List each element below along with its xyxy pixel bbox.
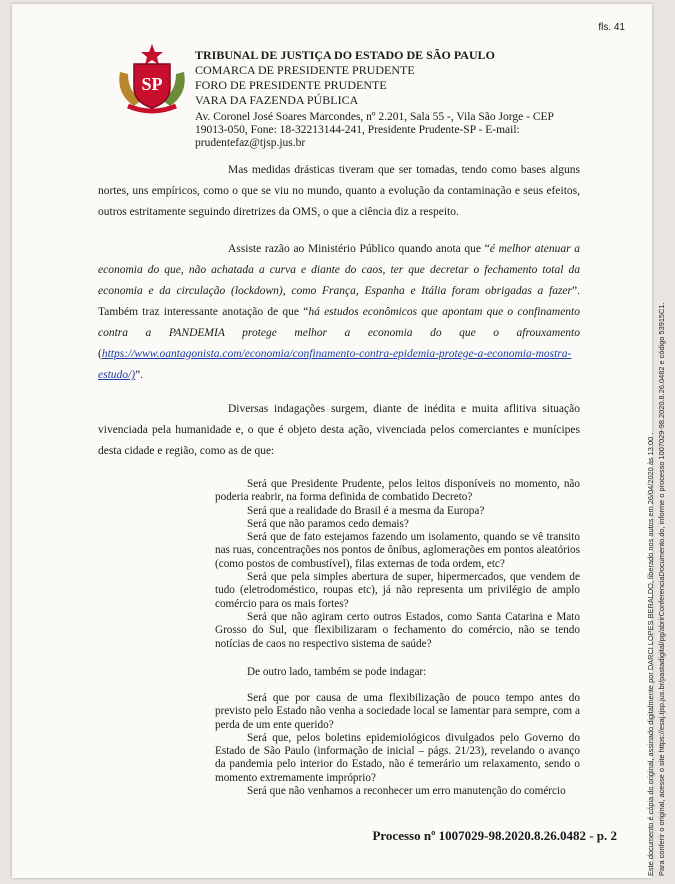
other-side-intro bbox=[215, 666, 580, 679]
other-side-text: De outro lado, também se pode indagar: bbox=[247, 666, 427, 678]
question-item: Será que pela simples abertura de super, hipermercados, que vendem de tudo (eletrodoméstico, roupas etc), já não representa um privilégio de amplo comércio para os mais fortes? bbox=[215, 571, 580, 610]
question-item: Será que por causa de uma flexibilização de pouco tempo antes do previsto pelo Estado não venha a sociedade local se lamentar para sempre, com a perda de um ente querido? bbox=[215, 692, 580, 731]
foro: FORO DE PRESIDENTE PRUDENTE bbox=[195, 78, 387, 92]
question-item: Será que a realidade do Brasil é a mesma da Europa? bbox=[247, 504, 485, 517]
para2-text-e: ( bbox=[98, 348, 102, 360]
question-item: Será que Presidente Prudente, pelos leitos disponíveis no momento, não poderia reabrir, na forma definida de combatido Decreto? bbox=[215, 478, 580, 504]
signature-note-line-2: Para conferir o original, acesse o site https://esaj.tjsp.jus.br/pastadigital/pg/abrirConferenciaDocumento.do, informe o processo 1007029-98.2020.8.26.0482 e código 53915C1. bbox=[657, 302, 666, 876]
comarca: COMARCA DE PRESIDENTE PRUDENTE bbox=[195, 63, 415, 77]
para2-text-f: ”. bbox=[135, 369, 144, 381]
questions-block-1 bbox=[215, 478, 580, 651]
para2-quote-1: é melhor atenuar a economia do que, não achatada a curva e diante do caos, ter que decretar o fechamento total da economia e da circulação (lockdown), como França, Espanha e Itália foram obrigadas a fazer bbox=[98, 243, 580, 297]
signature-note-line-1: Este documento é cópia do original, assinado digitalmente por DARCI LOPES BERALDO, liberado nos autos em 26/04/2020 às 13:00 . bbox=[646, 432, 655, 876]
address-line-1: Av. Coronel José Soares Marcondes, nº 2.201, Sala 55 -, Vila São Jorge - CEP bbox=[195, 111, 554, 123]
address-email: prudentefaz@tjsp.jus.br bbox=[195, 137, 306, 149]
court-header bbox=[195, 48, 554, 150]
emblem-text: SP bbox=[141, 74, 163, 94]
process-footer: Processo nº 1007029-98.2020.8.26.0482 - p. 2 bbox=[372, 828, 617, 843]
question-item: Será que, pelos boletins epidemiológicos divulgados pelo Governo do Estado de São Paulo (informação de inicial – págs. 21/23), revelando o avanço da pandemia pelo interior do Estado, não é temerário um relaxamento, sendo o momento extremamente impróprio? bbox=[215, 731, 580, 784]
oantagonista-link[interactable]: https://www.oantagonista.com/economia/confinamento-contra-epidemia-protege-a-economia-mostra-estudo/) bbox=[98, 348, 572, 381]
question-item: Será que não paramos cedo demais? bbox=[247, 517, 409, 530]
paragraph-1: Mas medidas drásticas tiveram que ser tomadas, tendo como bases alguns nortes, uns empíricos, como o que se viu no mundo, quanto a evolução da contaminação e seus efeitos, outros estritamente seguindo diretrizes da OMS, o que a ciência diz a respeito. bbox=[98, 164, 580, 218]
question-item: Será que de fato estejamos fazendo um isolamento, quando se vê transito nas ruas, concentrações nos pontos de ônibus, aglomerações em pontos aleatórios (como postos de combustível), filas externas de toda ordem, etc? bbox=[215, 531, 580, 570]
address-line-2: 19013-050, Fone: 18-32213144-241, Presidente Prudente-SP - E-mail: bbox=[195, 124, 520, 136]
questions-block-2 bbox=[215, 692, 580, 798]
question-item: Será que não agiram certo outros Estados, como Santa Catarina e Mato Grosso do Sul, que flexibilizaram o fechamento do comércio, não se tendo notícias de caos no respectivo sistema de saúde? bbox=[215, 610, 580, 650]
folio-number: fls. 41 bbox=[598, 22, 625, 33]
question-item: Será que não venhamos a reconhecer um erro manutenção do comércio bbox=[247, 785, 566, 798]
court-address bbox=[195, 111, 554, 150]
para2-quote-2: há estudos econômicos que apontam que o confinamento contra a PANDEMIA protege melhor a economia do que o afrouxamento bbox=[98, 306, 580, 339]
vara: VARA DA FAZENDA PÚBLICA bbox=[195, 93, 359, 107]
digital-signature-note bbox=[645, 302, 667, 876]
para2-text-c: ”. Também traz interessante anotação de que “ bbox=[98, 285, 580, 318]
para2-text-a: Assiste razão ao Ministério Público quando anota que “ bbox=[228, 243, 490, 255]
paragraph-3: Diversas indagações surgem, diante de inédita e muita aflitiva situação vivenciada pela humanidade e, o que é objeto desta ação, vivenciada pelos comerciantes e munícipes desta cidade e região, como as de que: bbox=[98, 403, 580, 457]
court-name: TRIBUNAL DE JUSTIÇA DO ESTADO DE SÃO PAULO bbox=[195, 48, 495, 62]
sao-paulo-coat-of-arms-icon bbox=[112, 42, 192, 114]
paragraph-2 bbox=[98, 239, 580, 386]
